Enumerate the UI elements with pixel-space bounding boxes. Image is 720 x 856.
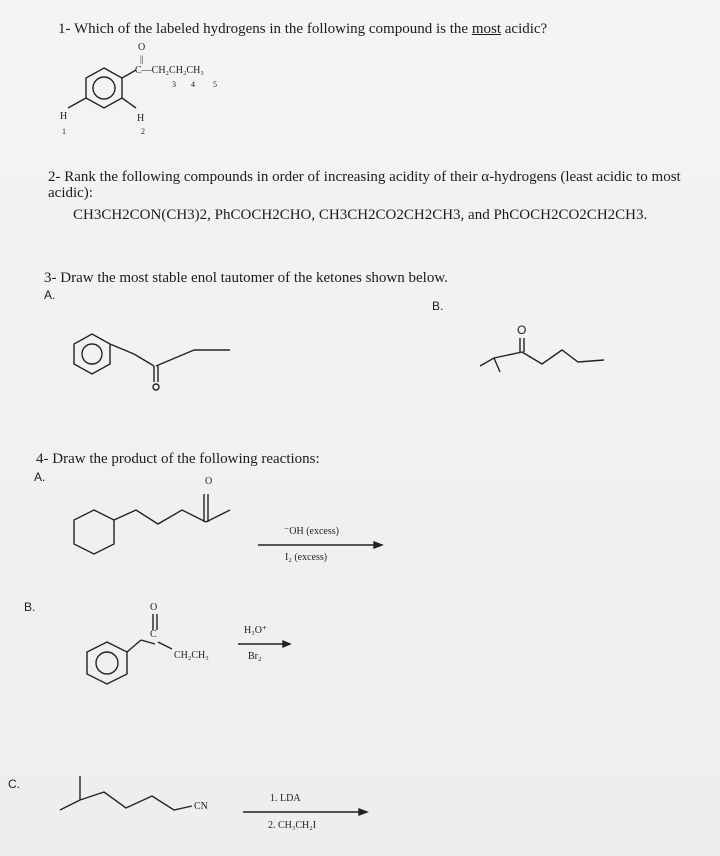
q4a-reagent-top: ⁻OH (excess)	[284, 526, 339, 537]
question-4-label-c: C.	[8, 777, 20, 791]
q3b-carbonyl-oxygen: O	[517, 323, 527, 337]
question-2-line-1: 2- Rank the following compounds in order of increasing acidity of their α-hydrogens (least acidic to most	[48, 169, 681, 185]
q1-label-4: 4	[191, 80, 195, 89]
question-3-label-a: A.	[44, 288, 56, 302]
q3a-ketone-structure	[70, 320, 240, 395]
question-1-prefix: 1- Which of the labeled hydrogens in the following compound is the	[58, 21, 472, 37]
question-1-suffix: acidic?	[501, 21, 548, 37]
q4b-reagent-bottom: Br₂	[248, 651, 262, 662]
question-1-emphasis: most	[471, 21, 501, 37]
q4a-reaction-arrow	[258, 540, 390, 550]
q4b-reagent-top: H₃O⁺	[244, 625, 268, 636]
q4c-reagent-bottom: 2. CH₃CH₂I	[268, 820, 317, 831]
q4c-reagent-top: 1. LDA	[270, 793, 301, 804]
q1-side-chain: C—CH₂CH₂CH₃	[135, 65, 204, 76]
q4a-cyclohexyl-ketone	[70, 488, 240, 568]
question-4-label-b: B.	[24, 600, 36, 614]
q4b-carbonyl-carbon: C	[150, 629, 157, 640]
question-3-text: 3- Draw the most stable enol tautomer of the ketones shown below.	[44, 270, 448, 286]
q3b-ketone-structure	[478, 336, 608, 376]
q4b-ethyl-group: CH₂CH₃	[174, 650, 209, 661]
q1-double-bond: ||	[140, 54, 144, 64]
question-2-compounds: CH3CH2CON(CH3)2, PhCOCH2CHO, CH3CH2CO2CH2CH3, and PhCOCH2CO2CH2CH3.	[73, 207, 648, 223]
q4a-carbonyl-oxygen: O	[205, 476, 213, 487]
question-3-label-b: B.	[432, 299, 444, 313]
q1-carbonyl-oxygen: O	[138, 42, 146, 53]
question-4-label-a: A.	[34, 470, 46, 484]
q1-label-1: 1	[62, 127, 66, 136]
q1-label-2: 2	[141, 127, 145, 136]
q1-label-5: 5	[213, 80, 217, 89]
question-1-text	[58, 22, 547, 37]
q4c-nitrile-structure	[60, 770, 210, 820]
q1-hydrogen-2: H	[137, 113, 145, 124]
q4c-reaction-arrow	[243, 807, 375, 817]
question-4-text: 4- Draw the product of the following reactions:	[36, 451, 320, 467]
q4a-reagent-bottom: I₂ (excess)	[285, 552, 328, 563]
q1-benzene-ring	[60, 40, 160, 130]
q4c-nitrile-group: CN	[194, 801, 208, 812]
q4b-carbonyl-oxygen: O	[150, 602, 158, 613]
q1-hydrogen-1: H	[60, 111, 68, 122]
q4b-reaction-arrow	[238, 639, 296, 649]
q1-label-3: 3	[172, 80, 176, 89]
q4b-ethyl-bond	[150, 629, 180, 652]
question-2-line-2: acidic):	[48, 185, 93, 201]
